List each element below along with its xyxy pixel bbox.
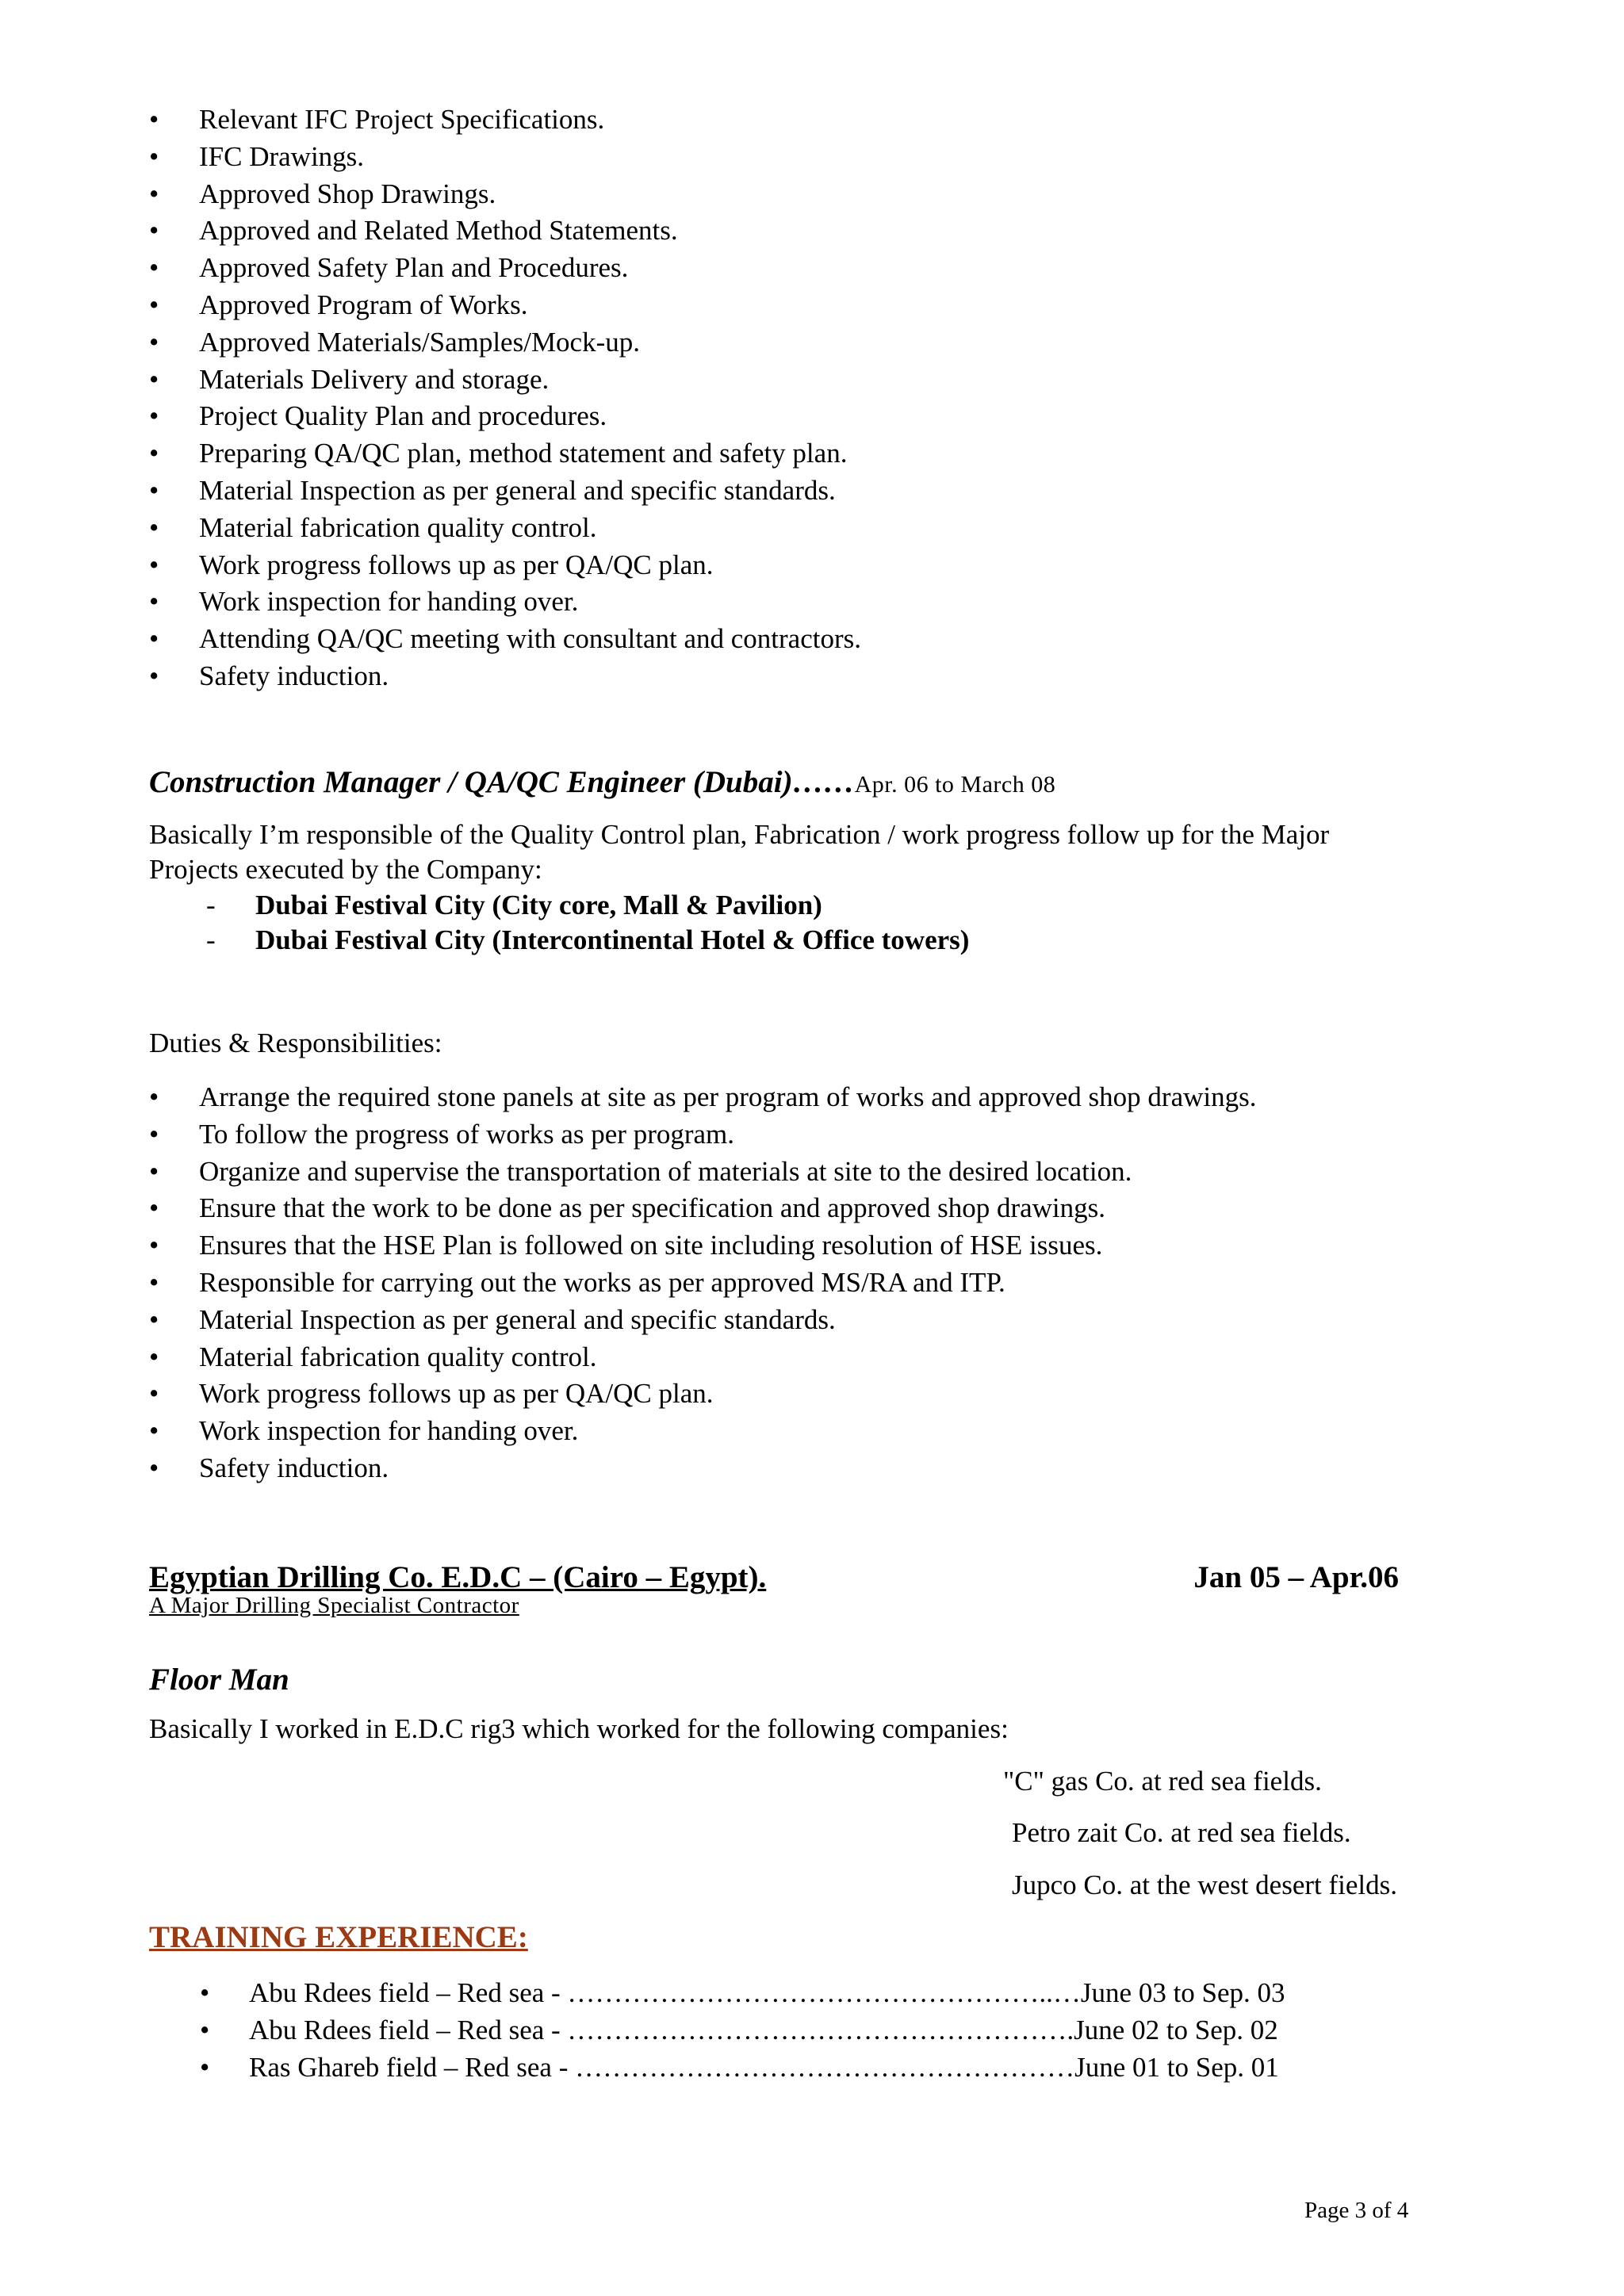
training-item: • Ras Ghareb field – Red sea - ………………………………………………June 01 to Sep. 01 bbox=[200, 2049, 1285, 2086]
project-item bbox=[198, 888, 822, 923]
bullet-item: • Approved Materials/Samples/Mock-up. bbox=[149, 324, 861, 362]
page-number: Page 3 of 4 bbox=[1304, 2198, 1409, 2223]
duty-item: • Arrange the required stone panels at site as per program of works and approved shop drawings. bbox=[149, 1079, 1257, 1116]
role-heading bbox=[149, 763, 1055, 805]
bullet-item: • Approved Safety Plan and Procedures. bbox=[149, 250, 861, 287]
bullet-item: • Approved Program of Works. bbox=[149, 287, 861, 324]
company-heading bbox=[149, 1559, 1399, 1597]
client-item: Petro zait Co. at red sea fields. bbox=[1012, 1817, 1351, 1848]
role-title: Construction Manager / QA/QC Engineer (Dubai)…… bbox=[149, 765, 855, 799]
company-subtitle: A Major Drilling Specialist Contractor bbox=[149, 1593, 519, 1618]
top-bullet-list bbox=[149, 101, 861, 695]
bullet-item: • Project Quality Plan and procedures. bbox=[149, 398, 861, 435]
project-dash: - bbox=[206, 924, 216, 955]
bullet-item: • Attending QA/QC meeting with consultant and contractors. bbox=[149, 621, 861, 658]
duty-item: • Safety induction. bbox=[149, 1450, 1257, 1487]
bullet-item: • Preparing QA/QC plan, method statement and safety plan. bbox=[149, 435, 861, 473]
bullet-item: • Approved Shop Drawings. bbox=[149, 176, 861, 213]
training-item: • Abu Rdees field – Red sea - ……………………………………………….June 02 to Sep. 02 bbox=[200, 2011, 1285, 2049]
duty-item: • Work inspection for handing over. bbox=[149, 1413, 1257, 1450]
duty-item: • Ensures that the HSE Plan is followed on site including resolution of HSE issues. bbox=[149, 1227, 1257, 1265]
duty-item: • Ensure that the work to be done as per specification and approved shop drawings. bbox=[149, 1190, 1257, 1227]
client-item: "C" gas Co. at red sea fields. bbox=[1003, 1766, 1322, 1797]
bullet-item: • Material Inspection as per general and specific standards. bbox=[149, 473, 861, 510]
training-heading: TRAINING EXPERIENCE: bbox=[149, 1920, 528, 1954]
training-list bbox=[200, 1974, 1285, 2086]
duty-item: • Organize and supervise the transportation of materials at site to the desired location. bbox=[149, 1154, 1257, 1191]
role-dates: Apr. 06 to March 08 bbox=[854, 771, 1056, 798]
duties-heading: Duties & Responsibilities: bbox=[149, 1027, 442, 1058]
company-dates: Jan 05 – Apr.06 bbox=[1193, 1560, 1399, 1594]
training-item: • Abu Rdees field – Red sea - ……………………………………………..…June 03 to Sep. 03 bbox=[200, 1974, 1285, 2011]
duty-item: • To follow the progress of works as per program. bbox=[149, 1116, 1257, 1154]
bullet-item: • Work inspection for handing over. bbox=[149, 584, 861, 621]
project-text: Dubai Festival City (City core, Mall & Pavilion) bbox=[255, 890, 822, 920]
project-item bbox=[198, 923, 969, 958]
duty-item: • Material fabrication quality control. bbox=[149, 1339, 1257, 1376]
bullet-item: • Materials Delivery and storage. bbox=[149, 362, 861, 399]
floor-man-heading: Floor Man bbox=[149, 1663, 289, 1697]
project-dash: - bbox=[206, 890, 216, 920]
role-intro-line1: Basically I’m responsible of the Quality Control plan, Fabrication / work progress follow up for the Major bbox=[149, 819, 1330, 850]
bullet-item: • Work progress follows up as per QA/QC plan. bbox=[149, 547, 861, 584]
bullet-item: • Approved and Related Method Statements. bbox=[149, 212, 861, 250]
client-item: Jupco Co. at the west desert fields. bbox=[1012, 1869, 1398, 1900]
role-intro-line2: Projects executed by the Company: bbox=[149, 854, 542, 885]
company-name: Egyptian Drilling Co. E.D.C – (Cairo – Egypt). bbox=[149, 1560, 767, 1594]
company-intro: Basically I worked in E.D.C rig3 which worked for the following companies: bbox=[149, 1713, 1009, 1744]
bullet-item: • IFC Drawings. bbox=[149, 139, 861, 176]
bullet-item: • Safety induction. bbox=[149, 658, 861, 695]
bullet-item: • Material fabrication quality control. bbox=[149, 510, 861, 547]
duties-bullet-list bbox=[149, 1079, 1257, 1487]
duty-item: • Material Inspection as per general and specific standards. bbox=[149, 1302, 1257, 1339]
duty-item: • Responsible for carrying out the works as per approved MS/RA and ITP. bbox=[149, 1265, 1257, 1302]
bullet-item: • Relevant IFC Project Specifications. bbox=[149, 101, 861, 139]
project-text: Dubai Festival City (Intercontinental Hotel & Office towers) bbox=[255, 924, 970, 955]
duty-item: • Work progress follows up as per QA/QC plan. bbox=[149, 1376, 1257, 1413]
